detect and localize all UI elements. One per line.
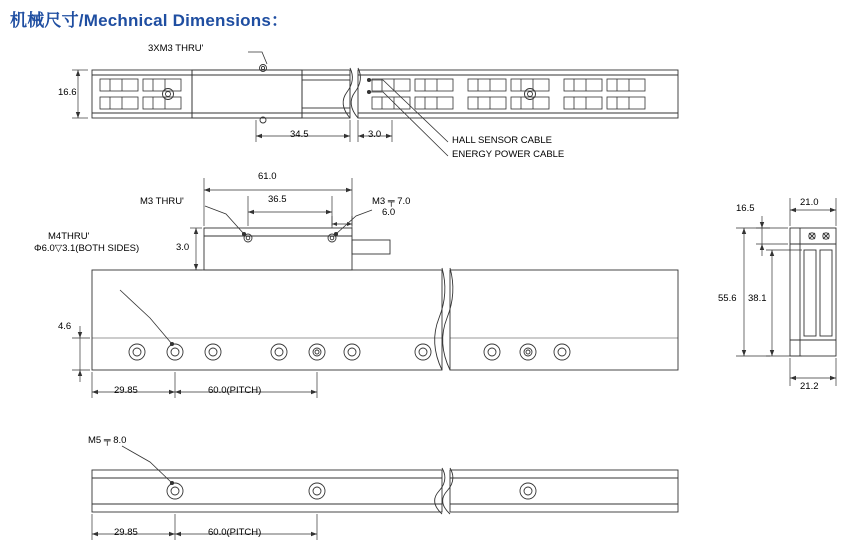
- label-dim-34-5: 34.5: [290, 129, 309, 140]
- page-title: 机械尺寸/Mechnical Dimensions：: [10, 11, 289, 30]
- label-dim-21-0: 21.0: [800, 197, 819, 208]
- bottom-view-geometry: [92, 446, 678, 540]
- label-hall-sensor-cable: HALL SENSOR CABLE: [452, 135, 552, 146]
- label-pitch-60-front: 60.0(PITCH): [208, 385, 262, 396]
- label-dim-61-0: 61.0: [258, 171, 277, 182]
- side-view-geometry: [736, 198, 836, 386]
- label-dim-16-5: 16.5: [736, 203, 755, 214]
- label-m3-depth-7: M3 ╤ 7.0: [372, 196, 411, 207]
- label-pitch-60-bottom: 60.0(PITCH): [208, 527, 262, 538]
- label-dim-4-6: 4.6: [58, 321, 72, 332]
- label-energy-power-cable: ENERGY POWER CABLE: [452, 149, 565, 160]
- label-dim-21-2: 21.2: [800, 381, 819, 392]
- label-dim-6-0: 6.0: [382, 207, 396, 218]
- label-m3-thru: M3 THRU': [140, 196, 184, 207]
- label-height-16-6: 16.6: [58, 87, 77, 98]
- label-dim-36-5: 36.5: [268, 194, 287, 205]
- label-m4-counterbore: Φ6.0▽3.1(BOTH SIDES): [34, 243, 140, 254]
- label-m5-depth-8: M5 ╤ 8.0: [88, 435, 127, 446]
- front-view-geometry: [72, 178, 678, 398]
- label-dim-3-0-front: 3.0: [176, 242, 190, 253]
- label-dim-55-6: 55.6: [718, 293, 737, 304]
- label-dim-29-85-bottom: 29.85: [114, 527, 138, 538]
- label-m4-thru: M4THRU': [48, 231, 90, 242]
- label-dim-3-0-top: 3.0: [368, 129, 382, 140]
- label-dim-38-1: 38.1: [748, 293, 767, 304]
- label-3xm3-thru: 3XM3 THRU': [148, 43, 204, 54]
- label-dim-29-85-front: 29.85: [114, 385, 138, 396]
